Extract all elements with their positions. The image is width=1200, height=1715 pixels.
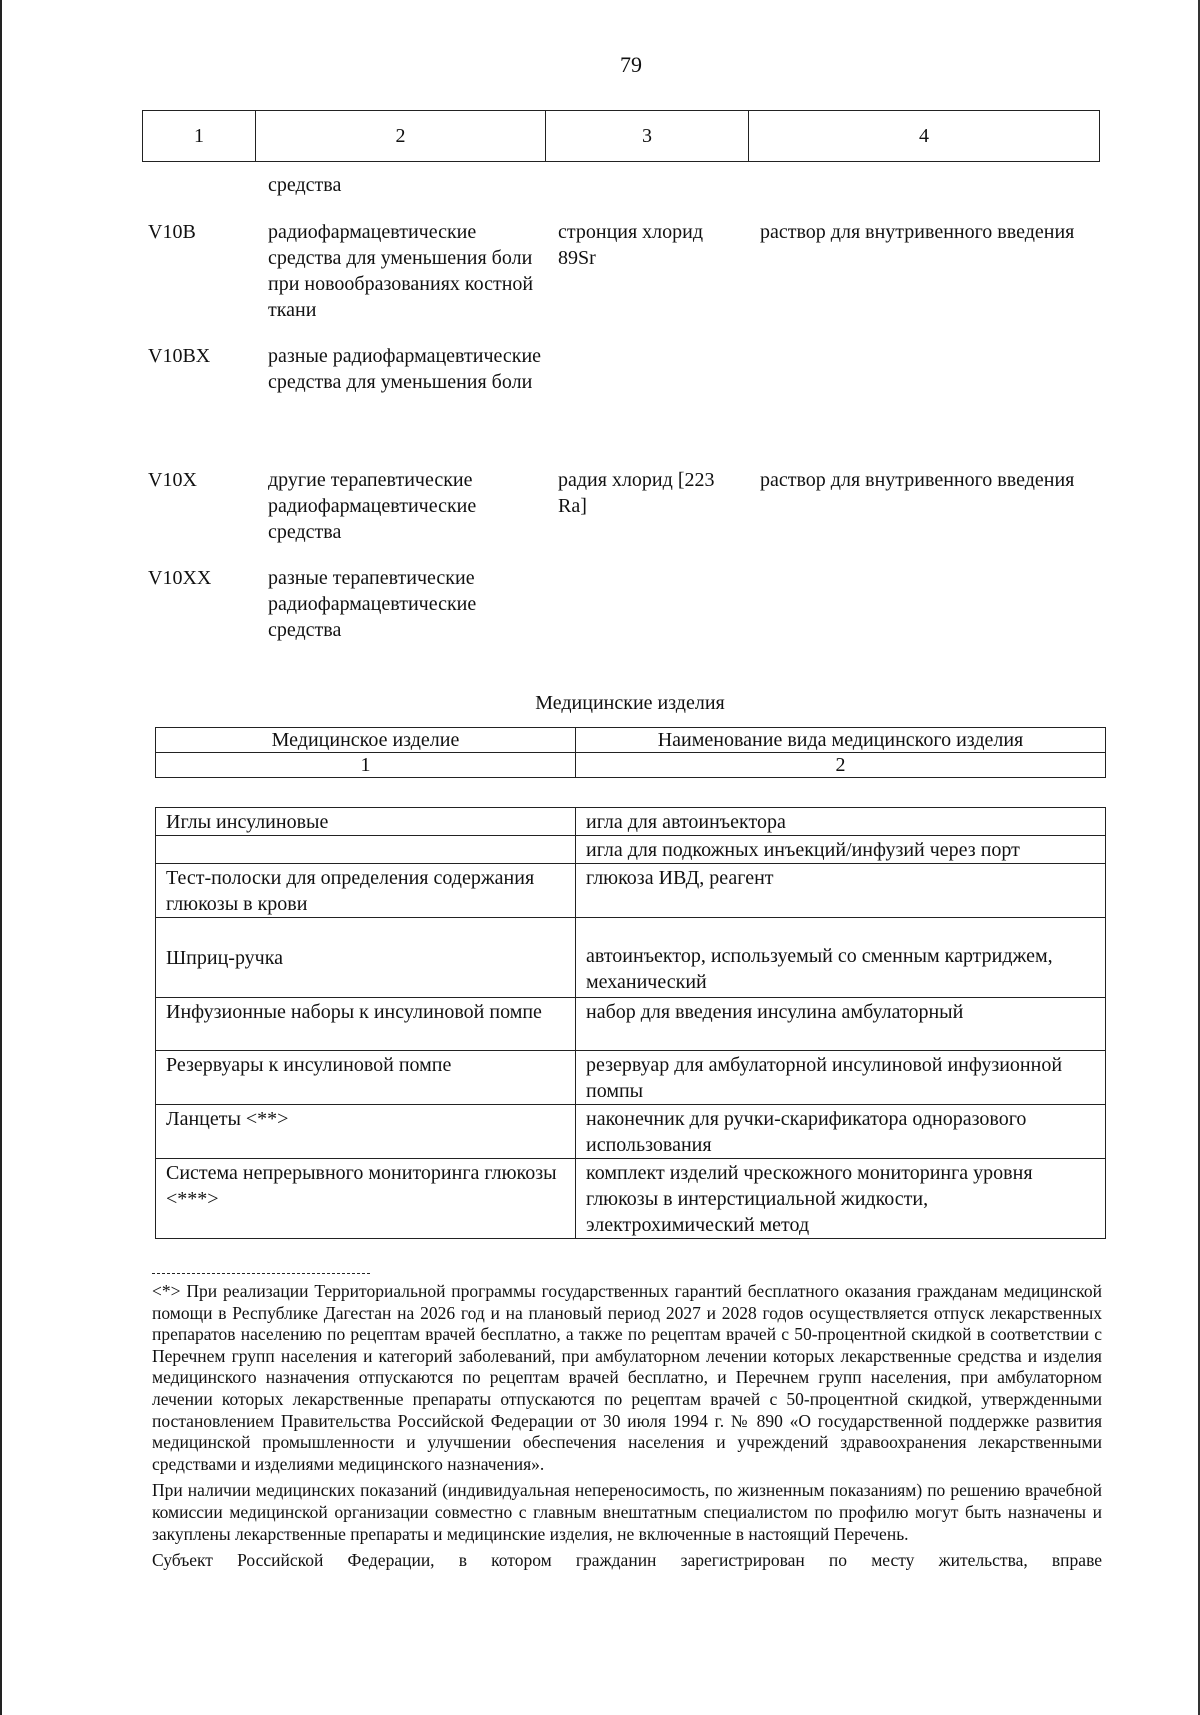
device-cell: Тест-полоски для определения содержания глюкозы в крови bbox=[156, 864, 576, 918]
section-title: Медицинские изделия bbox=[535, 692, 725, 714]
medical-devices-header bbox=[155, 727, 1106, 778]
atx-code: V10X bbox=[148, 469, 197, 491]
device-cell: Система непрерывного мониторинга глюкозы <***> bbox=[156, 1159, 576, 1239]
column-number-header bbox=[142, 110, 1100, 162]
table-row bbox=[156, 1051, 1106, 1105]
device-kind-cell: резервуар для амбулаторной инсулиновой инфузионной помпы bbox=[576, 1051, 1106, 1105]
atx-group-name: другие терапевтические радиофармацевтические средства bbox=[268, 469, 477, 543]
atx-group-name: разные радиофармацевтические средства для уменьшения боли bbox=[268, 345, 542, 393]
device-kind-cell: набор для введения инсулина амбулаторный bbox=[576, 998, 1106, 1051]
column-number: 1 bbox=[156, 753, 576, 778]
device-kind-cell: игла для подкожных инъекций/инфузий через порт bbox=[576, 836, 1106, 864]
table-row bbox=[156, 998, 1106, 1051]
footnote-paragraph: При наличии медицинских показаний (индивидуальная непереносимость, по жизненным показаниям) по решению врачебной комиссии медицинской организации совместно с главным внештатным специалистом по профилю могут быть назначены и закуплены лекарственные препараты и медицинские изделия, не включенные в настоящий Перечень. bbox=[152, 1480, 1102, 1544]
device-kind-cell: автоинъектор, используемый со сменным картриджем, механический bbox=[576, 918, 1106, 998]
table-row bbox=[156, 1105, 1106, 1159]
footnote-separator bbox=[152, 1273, 370, 1274]
table-row bbox=[156, 808, 1106, 836]
column-number: 1 bbox=[143, 111, 256, 162]
footnote-paragraph: Субъект Российской Федерации, в котором гражданин зарегистрирован по месту жительства, вправе bbox=[152, 1550, 1102, 1571]
device-kind-cell: глюкоза ИВД, реагент bbox=[576, 864, 1106, 918]
atx-code: V10XX bbox=[148, 567, 212, 589]
column-header: Наименование вида медицинского изделия bbox=[576, 728, 1106, 753]
atx-drug: стронция хлорид 89Sr bbox=[558, 221, 704, 269]
footnote-paragraph: <*> При реализации Территориальной программы государственных гарантий бесплатного оказания гражданам медицинской помощи в Республике Дагестан на 2026 год и на плановый период 2027 и 2028 годов осуществляется отпуск лекарственных препаратов населению по рецептам врачей бесплатно, а также по рецептам врачей с 50-процентной скидкой в соответствии с Перечнем групп населения и категорий заболеваний, при амбулаторном лечении которых лекарственные средства и изделия медицинского назначения отпускаются по рецептам врачей бесплатно, и Перечнем групп населения, при амбулаторном лечении которых лекарственные препараты отпускаются по рецептам врачей с 50-процентной скидкой, утвержденными постановлением Правительства Российской Федерации от 30 июля 1994 г. № 890 «О государственной поддержке развития медицинской промышленности и улучшении обеспечения населения и учреждений здравоохранения лекарственными средствами и изделиями медицинского назначения». bbox=[152, 1281, 1102, 1474]
column-number: 4 bbox=[749, 111, 1100, 162]
scan-edge-left bbox=[0, 0, 2, 1715]
column-header: Медицинское изделие bbox=[156, 728, 576, 753]
page-number: 79 bbox=[620, 52, 642, 77]
atx-dosage-form: раствор для внутривенного введения bbox=[760, 221, 1075, 243]
atx-dosage-form: раствор для внутривенного введения bbox=[760, 469, 1075, 491]
table-row bbox=[156, 864, 1106, 918]
table-row bbox=[156, 1159, 1106, 1239]
device-cell: Иглы инсулиновые bbox=[156, 808, 576, 836]
column-number: 3 bbox=[546, 111, 749, 162]
medical-devices-table bbox=[155, 807, 1106, 1239]
atx-group-name: радиофармацевтические средства для уменьшения боли при новообразованиях костной ткани bbox=[268, 221, 534, 321]
atx-code: V10B bbox=[148, 221, 196, 243]
atx-group-name: разные терапевтические радиофармацевтические средства bbox=[268, 567, 477, 641]
device-cell: Шприц-ручка bbox=[156, 918, 576, 998]
table-row bbox=[156, 918, 1106, 998]
device-cell bbox=[156, 836, 576, 864]
atx-group-name: средства bbox=[268, 174, 342, 196]
atx-code: V10BX bbox=[148, 345, 211, 367]
device-kind-cell: комплект изделий чрескожного мониторинга уровня глюкозы в интерстициальной жидкости, электрохимический метод bbox=[576, 1159, 1106, 1239]
device-cell: Инфузионные наборы к инсулиновой помпе bbox=[156, 998, 576, 1051]
atx-drug: радия хлорид [223 Ra] bbox=[558, 469, 715, 517]
device-kind-cell: наконечник для ручки-скарификатора одноразового использования bbox=[576, 1105, 1106, 1159]
column-number: 2 bbox=[576, 753, 1106, 778]
device-kind-cell: игла для автоинъектора bbox=[576, 808, 1106, 836]
device-cell: Ланцеты <**> bbox=[156, 1105, 576, 1159]
table-row bbox=[156, 836, 1106, 864]
device-cell: Резервуары к инсулиновой помпе bbox=[156, 1051, 576, 1105]
column-number: 2 bbox=[256, 111, 546, 162]
footnotes bbox=[152, 1281, 1102, 1577]
